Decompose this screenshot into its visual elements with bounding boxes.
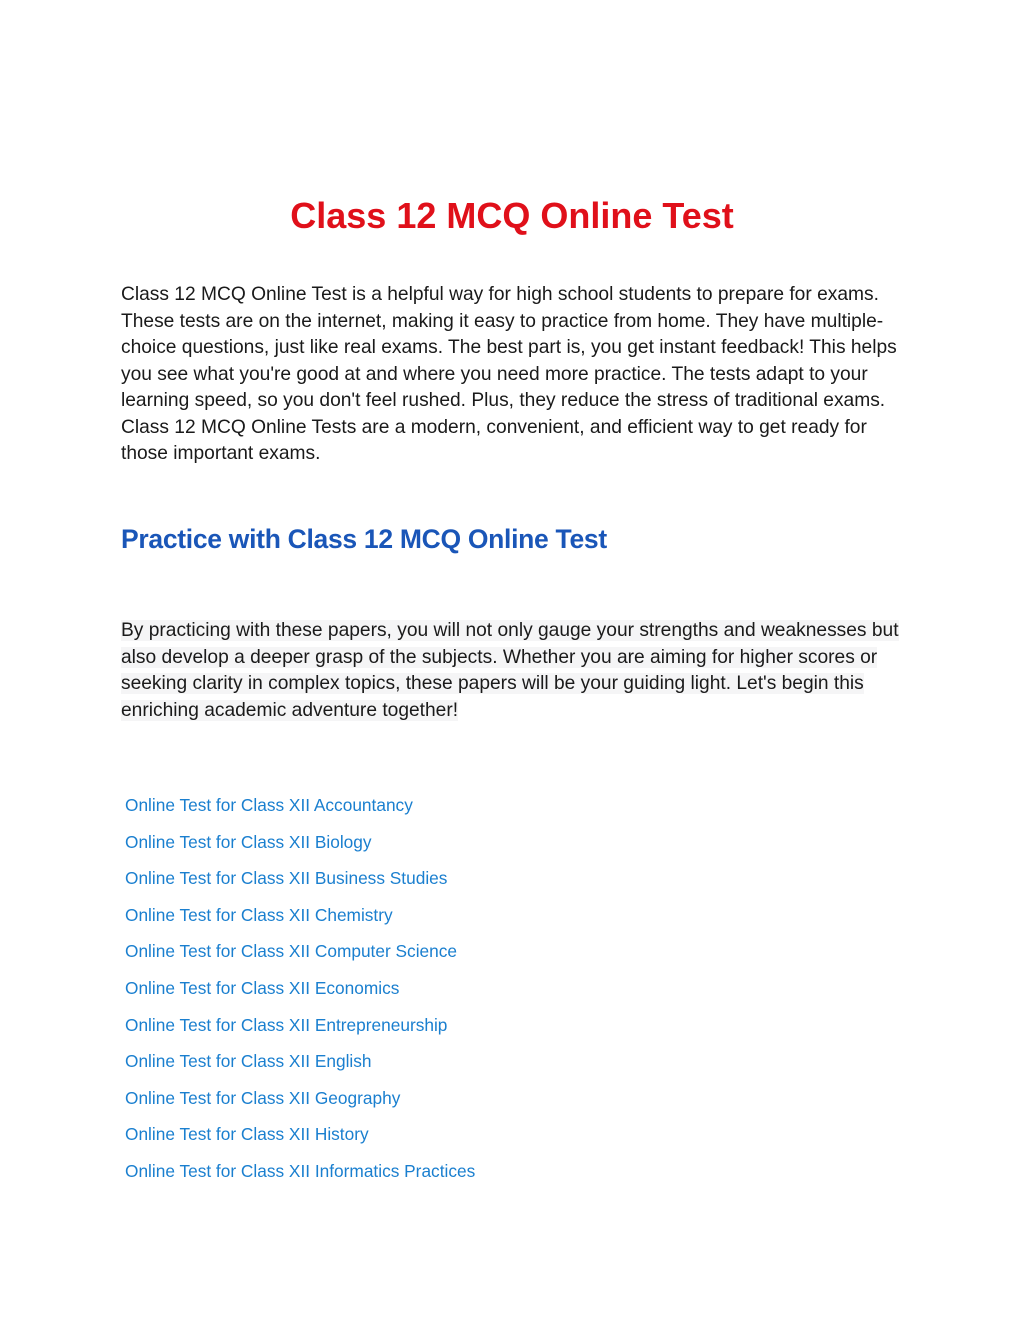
page-title: Class 12 MCQ Online Test	[290, 195, 734, 236]
list-item	[125, 827, 475, 864]
link-business-studies[interactable]: Online Test for Class XII Business Studies	[125, 868, 448, 889]
intro-paragraph: Class 12 MCQ Online Test is a helpful way for high school students to prepare for exams. These tests are on the internet, making it easy to practice from home. They have multiple-choice questions, just like real exams. The best part is, you get instant feedback! This helps you see what you're good at and where you need more practice. The tests adapt to your learning speed, so you don't feel rushed. Plus, they reduce the stress of traditional exams. Class 12 MCQ Online Tests are a modern, convenient, and efficient way to get ready for those important exams.	[121, 284, 897, 464]
link-geography[interactable]: Online Test for Class XII Geography	[125, 1087, 401, 1108]
link-chemistry[interactable]: Online Test for Class XII Chemistry	[125, 904, 393, 925]
link-english[interactable]: Online Test for Class XII English	[125, 1051, 372, 1072]
link-entrepreneurship[interactable]: Online Test for Class XII Entrepreneurship	[125, 1014, 448, 1035]
practice-paragraph	[121, 618, 911, 724]
link-accountancy[interactable]: Online Test for Class XII Accountancy	[125, 795, 413, 815]
list-item	[125, 790, 475, 827]
link-informatics-practices[interactable]: Online Test for Class XII Informatics Practices	[125, 1160, 476, 1181]
list-item	[125, 1083, 475, 1120]
list-item	[125, 1119, 475, 1156]
list-item	[125, 1046, 475, 1083]
subject-link-list	[125, 790, 475, 1193]
list-item	[125, 863, 475, 900]
section-heading: Practice with Class 12 MCQ Online Test	[121, 524, 607, 554]
link-biology[interactable]: Online Test for Class XII Biology	[125, 831, 372, 852]
link-computer-science[interactable]: Online Test for Class XII Computer Science	[125, 941, 458, 962]
list-item	[125, 900, 475, 937]
list-item	[125, 1010, 475, 1047]
link-history[interactable]: Online Test for Class XII History	[125, 1124, 369, 1145]
practice-text: By practicing with these papers, you will not only gauge your strengths and weaknesses but also develop a deeper grasp of the subjects. Whether you are aiming for higher scores or seeking clarity in complex topics, these papers will be your guiding light. Let's begin this enriching academic adventure together!	[121, 620, 899, 721]
link-economics[interactable]: Online Test for Class XII Economics	[125, 977, 400, 998]
list-item	[125, 936, 475, 973]
list-item	[125, 973, 475, 1010]
list-item	[125, 1156, 475, 1193]
